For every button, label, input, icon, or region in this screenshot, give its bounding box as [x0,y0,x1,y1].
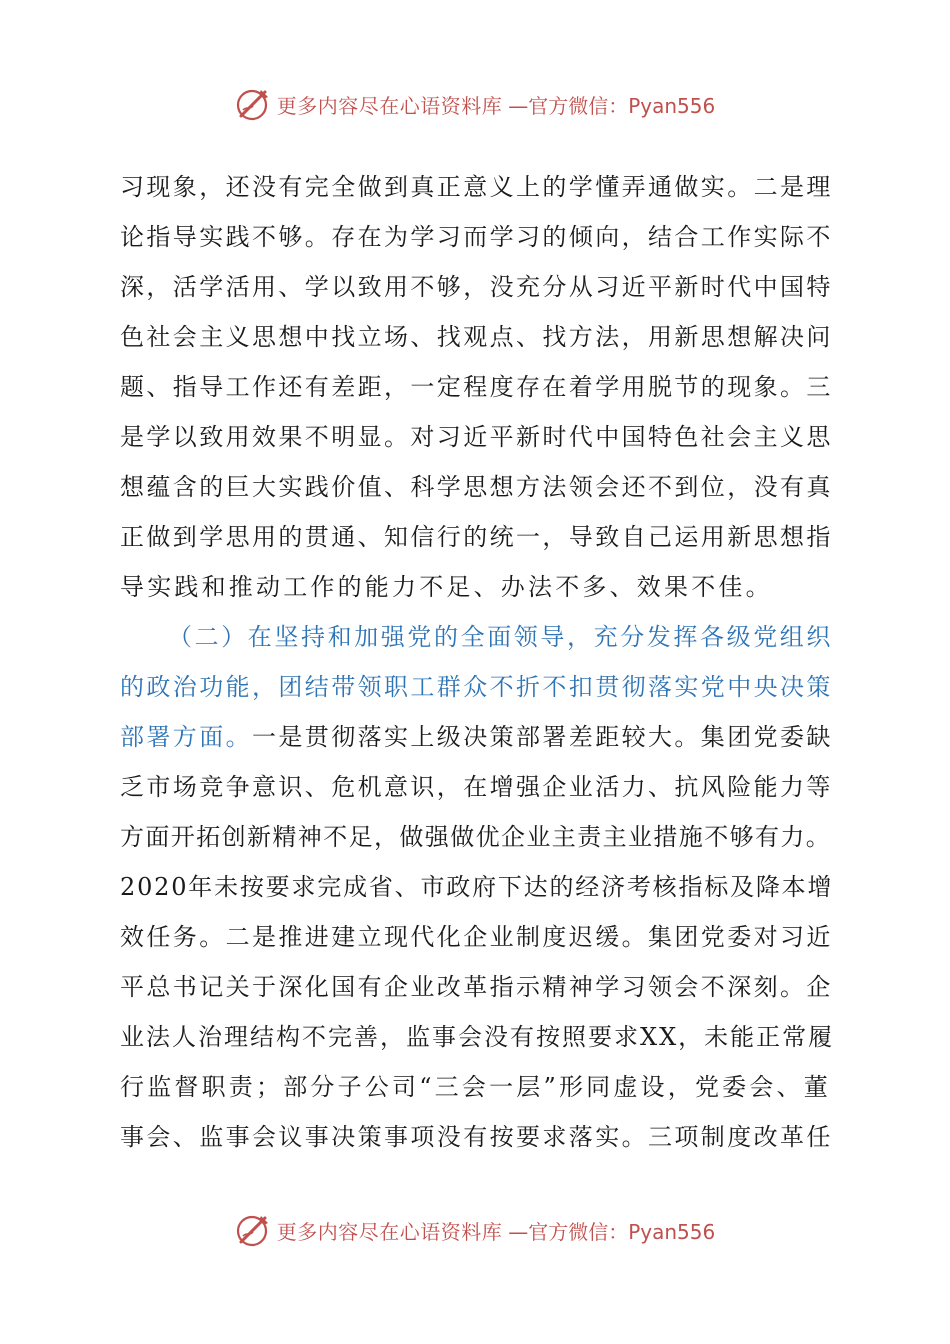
header-contact-text: —官方微信：Pyan556 [508,93,716,118]
text-line: 论指导实践不够。存在为学习而学习的倾向，结合工作实际不 [120,223,833,251]
text-line: 部署方面。一是贯彻落实上级决策部署差距较大。集团党委缺 [120,723,833,751]
section-heading-end: 部署方面。 [120,723,252,751]
header-banner [0,84,950,124]
text-line: 色社会主义思想中找立场、找观点、找方法，用新思想解决问 [120,323,833,351]
section-heading-line: 的政治功能，团结带领职工群众不折不扣贯彻落实党中央决策 [120,673,833,701]
footer-banner [0,1210,950,1250]
text-line: 平总书记关于深化国有企业改革指示精神学习领会不深刻。企 [120,973,833,1001]
text-line: 事会、监事会议事决策事项没有按要求落实。三项制度改革任 [120,1123,833,1151]
header-brand-text: 更多内容尽在心语资料库 [276,93,503,118]
text-line: 方面开拓创新精神不足，做强做优企业主责主业措施不够有力。 [120,823,832,851]
text-line: 业法人治理结构不完善，监事会没有按照要求XX，未能正常履 [120,1023,835,1051]
text-line: 效任务。二是推进建立现代化企业制度迟缓。集团党委对习近 [120,923,833,951]
text-line: 习现象，还没有完全做到真正意义上的学懂弄通做实。二是理 [120,173,833,201]
text-line: 导实践和推动工作的能力不足、办法不多、效果不佳。 [120,573,773,601]
text-line: 题、指导工作还有差距，一定程度存在着学用脱节的现象。三 [120,373,833,401]
pen-logo-icon [235,86,271,122]
pen-logo-icon [235,1212,271,1248]
footer-brand-text: 更多内容尽在心语资料库 [276,1219,503,1244]
text-line: 深，活学活用、学以致用不够，没充分从习近平新时代中国特 [120,273,833,301]
text-line: 是学以致用效果不明显。对习近平新时代中国特色社会主义思 [120,423,833,451]
section-heading-line: （二）在坚持和加强党的全面领导，充分发挥各级党组织 [168,623,833,651]
text-line: 2020年未按要求完成省、市政府下达的经济考核指标及降本增 [120,873,834,901]
text-line: 正做到学思用的贯通、知信行的统一，导致自己运用新思想指 [120,523,833,551]
document-body [120,162,834,1162]
text-line: 行监督职责；部分子公司“三会一层”形同虚设，党委会、董 [120,1073,831,1101]
footer-contact-text: —官方微信：Pyan556 [508,1219,716,1244]
text-line: 乏市场竞争意识、危机意识，在增强企业活力、抗风险能力等 [120,773,833,801]
text-line: 想蕴含的巨大实践价值、科学思想方法领会还不到位，没有真 [120,473,833,501]
